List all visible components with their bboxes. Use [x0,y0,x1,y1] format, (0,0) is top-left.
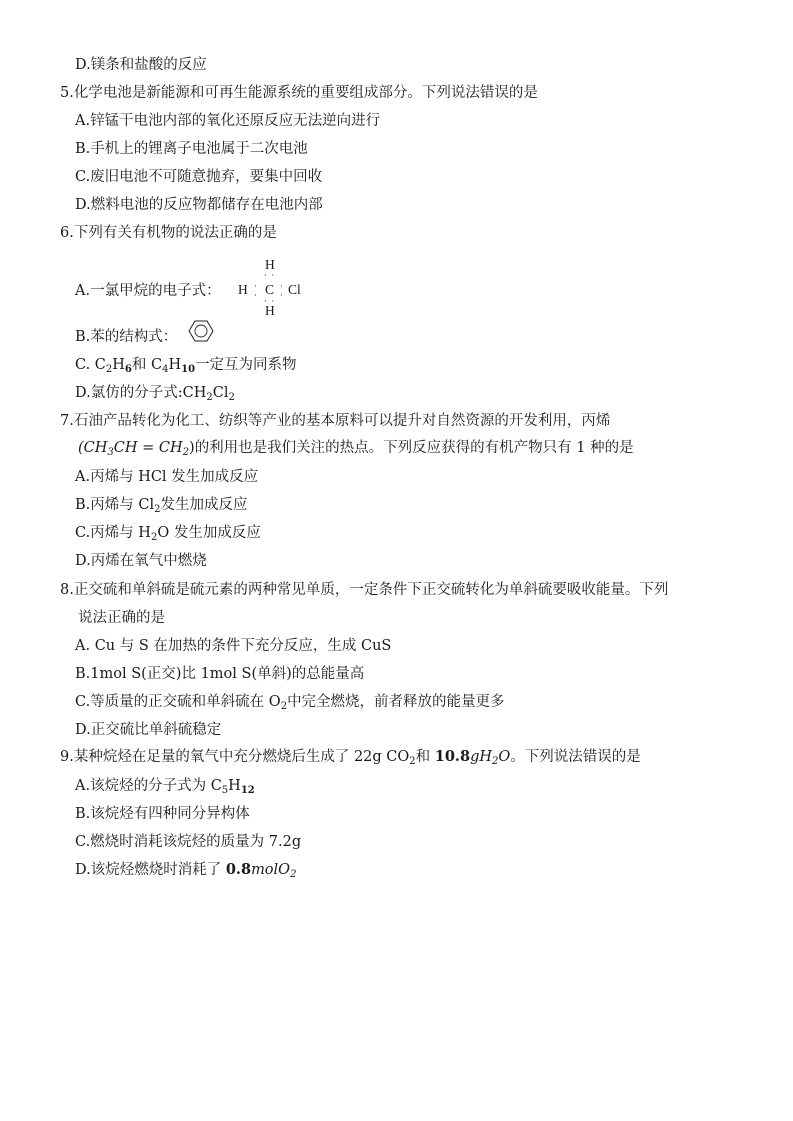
q5-option-b: B.手机上的锂离子电池属于二次电池 [75,141,308,157]
formula-dots-right: · · [280,281,283,300]
q8-stem-line1: 8.正交硫和单斜硫是硫元素的两种常见单质，一定条件下正交硫转化为单斜硫要吸收能量。下列 [60,582,669,598]
q9-option-c: C.燃烧时消耗该烷烃的质量为 7.2g [75,834,302,850]
q8-option-d: D.正交硫比单斜硫稳定 [75,722,222,738]
formula-dots-top: · · [264,270,276,280]
formula-bottom-h: H [265,303,275,318]
q6-stem: 6.下列有关有机物的说法正确的是 [60,225,277,241]
chloromethane-electron-formula [237,258,317,318]
q7-stem-line2: $(CH_3CH = CH_2)$的利用也是我们关注的热点。下列反应获得的有机产物只有 1 种的是 [78,440,634,458]
q4-option-d: D.镁条和盐酸的反应 [75,57,207,73]
q9-option-b: B.该烷烃有四种同分异构体 [75,806,250,822]
q5-stem: 5.化学电池是新能源和可再生能源系统的重要组成部分。下列说法错误的是 [60,85,538,101]
formula-right-cl: Cl [288,282,301,297]
q7-option-d: D.丙烯在氧气中燃烧 [75,553,207,569]
q6-option-a-label: A.一氯甲烷的电子式： [75,283,221,299]
q7-stem-line1: 7.石油产品转化为化工、纺织等产业的基本原料可以提升对自然资源的开发利用，丙烯 [60,413,611,429]
q7-option-b: B.丙烯与 $Cl_2$发生加成反应 [75,497,248,515]
formula-dots-bottom: · · [264,296,276,306]
formula-left-h: H [238,282,248,297]
q9-option-a: A.该烷烃的分子式为 $C_5H_{12}$ [75,778,255,796]
q5-option-d: D.燃料电池的反应物都储存在电池内部 [75,197,323,213]
formula-top-h: H [265,257,275,272]
q7-option-c: C.丙烯与 $H_2O$ 发生加成反应 [75,525,261,543]
formula-center-c: C [265,282,275,297]
q8-stem-line2: 说法正确的是 [78,610,165,626]
q5-option-a: A.锌锰干电池内部的氧化还原反应无法逆向进行 [75,113,381,129]
q7-option-a: A.丙烯与 HCl 发生加成反应 [75,469,259,485]
q6-option-d: D.氯仿的分子式$:CH_2Cl_2$ [75,385,235,403]
benzene-ring-icon [188,319,214,343]
q8-option-a: A. Cu 与 S 在加热的条件下充分反应，生成 CuS [75,638,392,654]
q6-option-b-label: B.苯的结构式： [75,329,178,345]
q9-stem: 9.某种烷烃在足量的氧气中充分燃烧后生成了 22g $CO_2$和 $10.8gH_2O$。下列说法错误的是 [60,748,641,767]
q9-option-d: D.该烷烃燃烧时消耗了 0.8molO$_2$ [75,861,297,880]
q8-option-b: B.1mol S(正交)比 1mol S(单斜)的总能量高 [75,666,365,682]
q6-option-c: C. $C_2H_6$和 $C_4H_{10}$一定互为同系物 [75,357,297,375]
q8-option-c: C.等质量的正交硫和单斜硫在 $O_2$中完全燃烧，前者释放的能量更多 [75,694,505,712]
formula-dots-left: · · [254,281,257,300]
q5-option-c: C.废旧电池不可随意抛弃，要集中回收 [75,169,323,185]
